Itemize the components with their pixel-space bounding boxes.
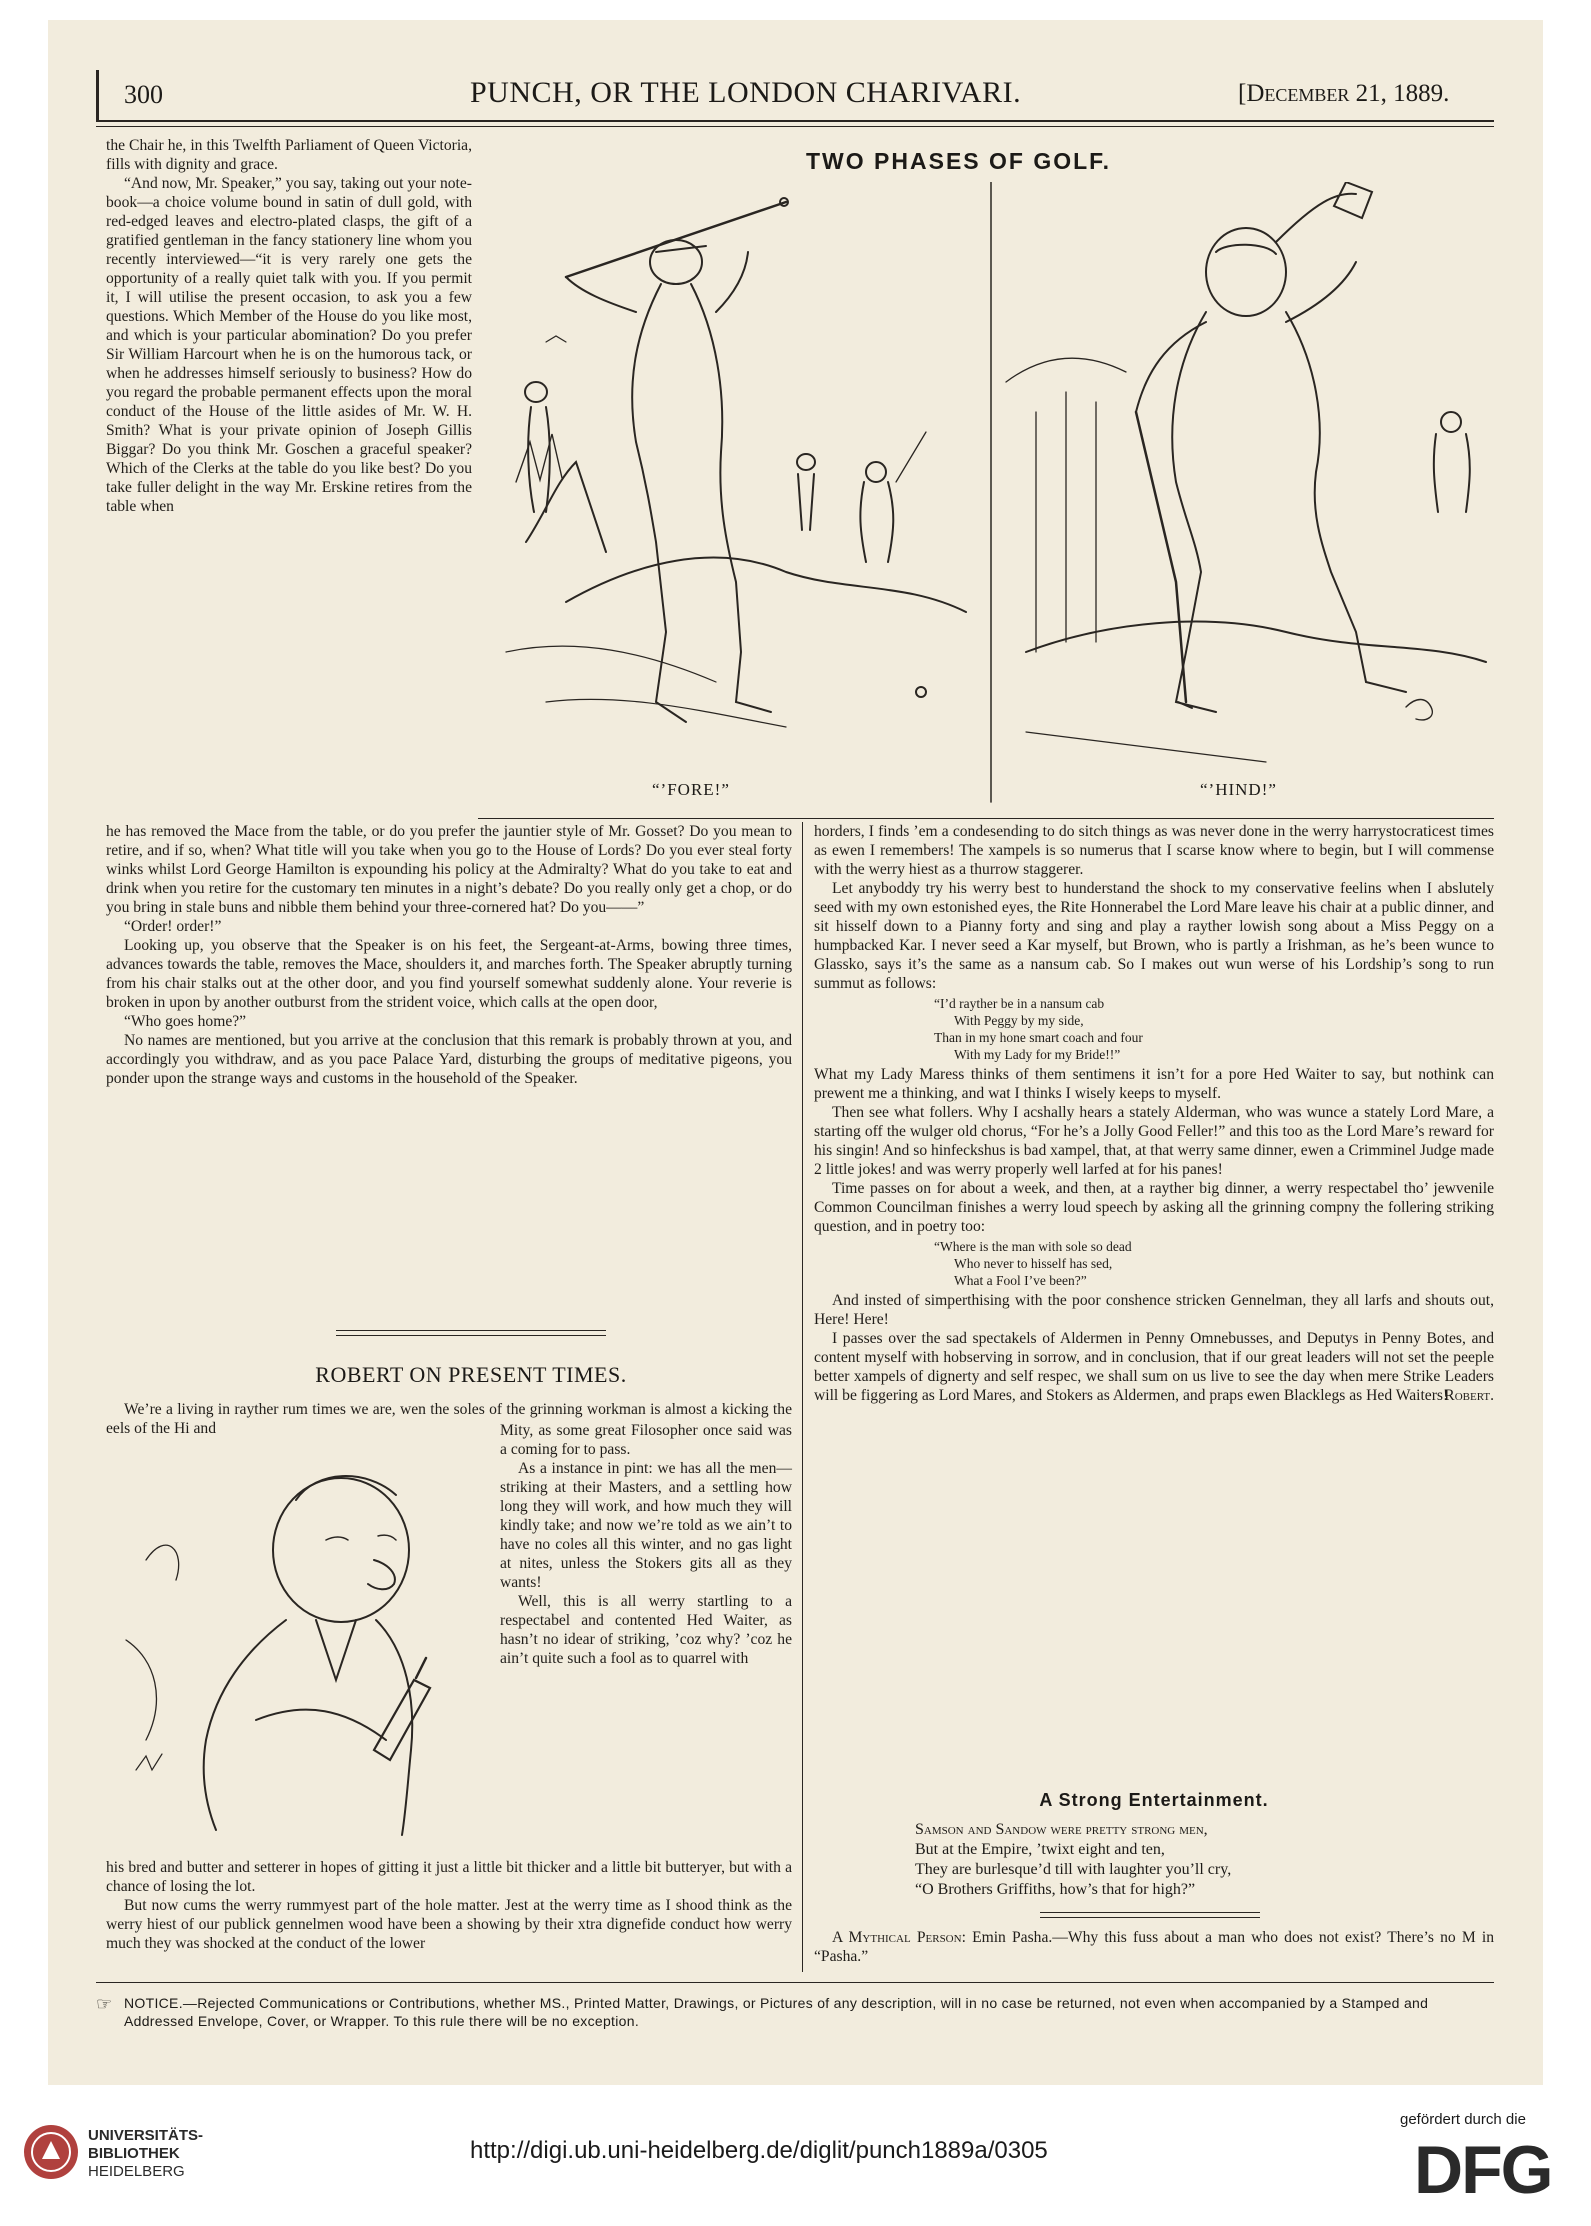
funded-by-text: gefördert durch die [1400,2111,1526,2128]
speaker-paragraph-1: the Chair he, in this Twelfth Parliament of Queen Victoria, fills with dignity and grace. [106,137,472,173]
robert-right-3: What my Lady Maress thinks of them sentimens it isn’t for a pore Hed Waiter to say, but nothink can prewent me a thinking, and wat I thinks I wisely keeps to myself. [814,1066,1494,1102]
page-number: 300 [124,80,163,109]
verse-1-line-2: With Peggy by my side, [954,1013,1084,1028]
speaker-order: “Order! order!” [124,918,222,935]
robert-wrap-3: Well, this is all werry startling to a respectabel and contented Hed Waiter, as hasn’t no idear of striking, ’coz why? ’coz he ain’t quite such a fool as to quarrel with [500,1593,792,1667]
speaker-paragraph-3: he has removed the Mace from the table, or do you prefer the jauntier style of Mr. Gosset? Do you mean to retire, and if so, when? What title will you take when you go to the House of Lords? Do you ever steal forty winks whilst Lord George Hamilton is expounding his policy at the Admiralty? What do you take to eat and drink when you retire for the customary ten minutes in a night’s debate? Do you really only get a chop, or do you bring in stale buns and nibble them behind your three-cornered hat? Do you——” [106,823,792,916]
header-left-bar [96,70,99,120]
speaker-column-continued [106,822,792,1088]
strong-line-2: But at the Empire, ’twixt eight and ten, [915,1841,1165,1858]
pointing-hand-icon: ☞ [96,1994,113,2015]
university-name-line-1: UNIVERSITÄTS- [88,2127,204,2144]
robert-verse-1 [934,995,1494,1063]
robert-verse-2 [934,1238,1494,1289]
robert-right-5: Time passes on for about a week, and then, at a rayther big dinner, a werry respectabel tho’ jewvenile Common Councilman finishes a werry loud speech by asking all the grinning compny the follering striking question, and in poetry too: [814,1180,1494,1235]
verse-1-line-4: With my Lady for my Bride!!” [954,1047,1121,1062]
speaker-paragraph-5: Looking up, you observe that the Speaker is on his feet, the Sergeant-at-Arms, bowing three times, advances towards the table, removes the Mace, shoulders it, and marches forth. The Speaker abruptly turning from his chair stalks out at the other door, and you find yourself somewhat suddenly alone. Your reverie is broken in upon by another outburst from the strident voice, which calls at the open door, [106,937,792,1011]
golf-cartoon-title: TWO PHASES OF GOLF. [806,148,1112,174]
verse-1-line-1: “I’d rayther be in a nansum cab [934,996,1105,1011]
robert-right-7: I passes over the sad spectakels of Aldermen in Penny Omnebusses, and Deputys in Penny Botes, and content myself with hobserving in sorrow, and in conclusion, that if our great leaders will not set the peeple better xampels of dignerty and self respec, we shall sum on us live to see the day when mere Strike Leaders will be figgering as Lord Mares, and Stokers as Aldermen, and praps ewen Blacklegs as Hed Waiters! [814,1330,1494,1404]
university-name-line-2: BIBLIOTHEK [88,2145,180,2162]
speaker-who-goes-home: “Who goes home?” [124,1013,247,1030]
strong-verse [915,1820,1231,1900]
verse-1-line-3: Than in my hone smart coach and four [934,1030,1143,1045]
notice-text: —Rejected Communications or Contributions, whether MS., Printed Matter, Drawings, or Pictures of any description, will in no case be returned, not even when accompanied by a Stamped and Addressed Envelope, Cover, or Wrapper. To this rule there will be no exception. [124,1995,1429,2029]
university-name-line-3: HEIDELBERG [88,2163,185,2180]
robert-right-column [814,822,1494,1405]
header-rule-thin [96,126,1494,127]
strong-title: A Strong Entertainment. [1039,1790,1269,1810]
golf-cartoon [486,182,1496,810]
source-url-link[interactable]: http://digi.ub.uni-heidelberg.de/diglit/punch1889a/0305 [470,2137,1048,2164]
strong-line-3: They are burlesque’d till with laughter you’ll cry, [915,1861,1232,1878]
strong-line-4: “O Brothers Griffiths, how’s that for high?” [915,1881,1196,1898]
bottom-rule [96,1982,1494,1983]
mythical-person [814,1928,1494,1966]
column-rule [802,822,803,1972]
robert-right-1: horders, I finds ’em a condesending to do sitch things as was never done in the werry harrystocraticest times as ewen I remembers! The xampels is so numerus that I scarse know where to begin, but I will commense with the werry hiest as a thurrow staggerer. [814,823,1494,878]
robert-cont-2: But now cums the werry rummyest part of the hole matter. Jest at the werry time as I shood think as the werry hiest of our publick gennelmen wood have been a showing by their xtra dignefide conduct how werry much they was shocked at the conduct of the lower [106,1897,792,1952]
caption-hind: “’HIND!” [1200,780,1277,799]
robert-right-2: Let anyboddy try his werry best to hunderstand the shock to my conservative feelins when I abslutely seed with my own estonished eyes, the Rite Honnerabel the Lord Mare leave his chair at a public dinner, and sit hisself down to a Pianny forty and sing and play a rayther lowish song about a Miss Peggy on a humpbacked Kar. I never seed a Kar myself, but Brown, who is partly a Irishman, as he’s been wunce to Glassko, says it’s the same as a nansum cab. So I makes out wun werse of his Lordship’s song to run summut as follows: [814,880,1494,992]
robert-title: ROBERT ON PRESENT TIMES. [315,1362,627,1387]
robert-cont-1: his bred and butter and setterer in hopes of gitting it just a little bit thicker and a little bit butteryer, but with a chance of losing the lot. [106,1859,792,1895]
speaker-paragraph-7: No names are mentioned, but you arrive at the conclusion that this remark is probably thrown at you, and accordingly you withdraw, and as you pace Palace Yard, disturbing the groups of meditative pigeons, you ponder upon the strange ways and customs in the household of the Speaker. [106,1032,792,1087]
header-rule [96,120,1494,122]
robert-intro-text: We’re a living in rayther rum times we are, wen the soles of the grinning workman is almost a kicking the eels of the Hi and [106,1401,792,1437]
mythical-divider [1040,1912,1260,1918]
strong-line-1: Samson and Sandow were pretty strong men, [915,1821,1208,1838]
verse-2-line-3: What a Fool I’ve been?” [954,1273,1087,1288]
notice-label: NOTICE. [124,1995,183,2011]
robert-wrap-text [500,1421,792,1668]
speaker-column [106,136,472,516]
verse-2-line-1: “Where is the man with sole so dead [934,1239,1132,1254]
mythical-label: A Mythical Person: [832,1929,966,1946]
robert-signature: Robert. [1444,1387,1494,1404]
robert-wrap-2: As a instance in pint: we has all the men—striking at their Masters, and a settling how long they will work, and how much they will kindly take; and now we’re told as we ain’t to have no coles all this winter, and no gas light at nites, unless the Stokers gits all as they wants! [500,1460,792,1591]
mythical-text: Emin Pasha.—Why this fuss about a man who does not exist? There’s no M in “Pasha.” [814,1929,1494,1965]
waiter-drawing [106,1440,486,1840]
section-divider [336,1330,606,1336]
issue-date: [December 21, 1889. [1238,80,1450,107]
robert-right-4: Then see what follers. Why I acshally hears a stately Alderman, who was wunce a stately Lord Mare, a starting off the wulger old chorus, “For he’s a Jolly Good Feller!” and this too as the Lord Mare’s reward for his singin! And so hinfeckshus is bad xampel, that, at that werry same dinner, ewen a Crimminel Judge made 2 little jokes! and was werry properly well larfed at for his panes! [814,1104,1494,1178]
digitization-footer [0,2085,1591,2226]
masthead-title: PUNCH, OR THE LONDON CHARIVARI. [470,76,1022,109]
robert-continued [106,1858,792,1953]
dfg-logo: DFG [1414,2132,1552,2208]
university-seal-icon [22,2123,80,2181]
caption-fore: “’FORE!” [652,780,730,799]
notice [124,1994,1494,2030]
verse-2-line-2: Who never to hisself has sed, [954,1256,1113,1271]
speaker-paragraph-2: “And now, Mr. Speaker,” you say, taking out your note-book—a choice volume bound in satin of dull gold, with red-edged leaves and electro-plated clasps, the gift of a gratified gentleman in the fancy stationery line whom you recently interviewed—“it is very rarely one gets the opportunity of a really quiet talk with you. If you permit it, I will utilise the present occasion, to ask you a few questions. Which Member of the House do you like most, and which is your particular abomination? Do you prefer Sir William Harcourt when he is on the humorous tack, or when he addresses himself seriously to business? How do you regard the probable permanent effects upon the moral conduct of the House of the little asides of Mr. W. H. Smith? What is your private opinion of Joseph Gillis Biggar? Do you think Mr. Goschen a graceful speaker? Which of the Clerks at the table do you like best? Do you take fuller delight in the way Mr. Erskine retires from the table when [106,175,472,515]
robert-right-6: And insted of simperthising with the poor conshence stricken Gennelman, they all larfs and shouts out, Here! Here! [814,1292,1494,1328]
cartoon-bottom-rule [478,818,1494,819]
waiter-illustration [106,1440,486,1840]
golf-illustration [486,182,1496,810]
robert-wrap-1: Mity, as some great Filosopher once said was a coming for to pass. [500,1422,792,1458]
